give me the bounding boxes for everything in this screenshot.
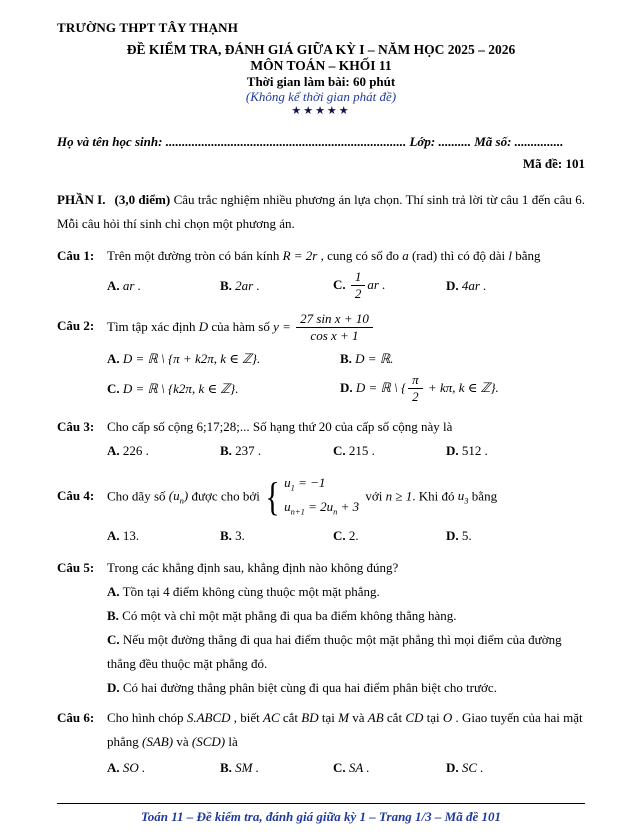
option-text: + kπ, k ∈ ℤ}. xyxy=(424,379,499,395)
stem-math xyxy=(457,488,469,506)
option-key: A. xyxy=(107,442,120,458)
stem-math: y = xyxy=(273,318,291,334)
option-key: C. xyxy=(333,527,346,543)
question-2-options-row2 xyxy=(107,373,585,405)
option-d xyxy=(446,756,484,780)
option-b xyxy=(220,274,333,298)
stem-math xyxy=(168,488,189,506)
math-var: u xyxy=(284,499,291,515)
math-sub: 1 xyxy=(290,482,295,493)
option-text: 215 . xyxy=(348,442,375,458)
stem-text: . Khi đó xyxy=(412,488,458,504)
stem-text: Trên một đường tròn có bán kính xyxy=(107,248,283,263)
option-text: SM . xyxy=(235,759,260,775)
option-text: SA . xyxy=(348,759,370,775)
stem-math: R = 2r xyxy=(282,248,318,263)
option-text: 5. xyxy=(461,527,472,543)
exam-header xyxy=(57,42,585,118)
stem-text: và xyxy=(173,733,192,749)
question-3 xyxy=(57,415,585,463)
stem-math: D xyxy=(198,318,209,334)
fraction-denominator: 2 xyxy=(412,389,419,405)
stem-text: . Giao tuyến của hai mặt phẳng xyxy=(107,709,583,749)
option-b xyxy=(107,604,585,628)
option-text: 13. xyxy=(122,527,140,543)
stem-text: được cho bởi xyxy=(188,488,260,504)
option-c xyxy=(333,524,446,548)
question-2-stem xyxy=(107,312,585,344)
fraction xyxy=(408,373,423,405)
exam-code: Mã đề: 101 xyxy=(522,156,585,171)
student-id-blank: ............... xyxy=(514,134,564,149)
stem-text: Tìm tập xác định xyxy=(107,318,199,334)
stem-text: và xyxy=(348,709,368,725)
student-id-label: Mã số: xyxy=(474,134,512,149)
option-key: D. xyxy=(446,527,459,543)
exam-subject: MÔN TOÁN – KHỐI 11 xyxy=(250,58,392,73)
option-text: Có một và chỉ một mặt phẳng đi qua ba điểm không thẳng hàng. xyxy=(122,607,457,623)
part1-description: Câu trắc nghiệm nhiều phương án lựa chọn. Thí sinh trả lời từ câu 1 đến câu 6. Mỗi câu hỏi thí sinh chỉ chọn một phương án. xyxy=(57,192,586,231)
option-text: 226 . xyxy=(122,442,149,458)
option-d xyxy=(107,676,585,700)
sequence-close: ) xyxy=(183,488,189,504)
question-5-options xyxy=(107,580,585,700)
sequence-open: (u xyxy=(168,488,180,504)
fraction-denominator: cos x + 1 xyxy=(310,327,359,343)
question-2-label: Câu 2: xyxy=(57,318,95,334)
fraction xyxy=(351,270,366,302)
question-4-label: Câu 4: xyxy=(57,488,95,504)
question-4-stem-row xyxy=(57,473,585,522)
stem-math: l xyxy=(508,248,512,263)
option-d xyxy=(446,439,488,463)
option-b xyxy=(340,347,393,371)
math-expr: + 3 xyxy=(337,499,360,515)
option-text: 237 . xyxy=(235,442,262,458)
question-1-stem-row xyxy=(57,244,585,268)
math-sub: n+1 xyxy=(290,506,305,517)
question-1-stem xyxy=(107,244,585,268)
stem-math: n ≥ 1 xyxy=(385,488,413,504)
stem-math: S.ABCD xyxy=(186,709,231,725)
option-text: SO . xyxy=(122,759,146,775)
option-text: ar . xyxy=(122,277,141,293)
student-name-label: Họ và tên học sinh: xyxy=(57,134,163,149)
question-3-label: Câu 3: xyxy=(57,418,95,434)
option-a xyxy=(107,347,340,371)
question-4 xyxy=(57,473,585,548)
option-text: 2. xyxy=(348,527,359,543)
equation-system xyxy=(263,473,359,522)
option-key: C. xyxy=(107,631,120,647)
option-c xyxy=(107,628,585,676)
question-6-stem-row xyxy=(57,706,585,754)
math-expr: = −1 xyxy=(294,474,326,490)
stem-math: AB xyxy=(367,709,384,725)
math-sub: n xyxy=(333,506,338,517)
option-key: A. xyxy=(107,583,120,599)
system-line-1 xyxy=(284,473,359,498)
option-d xyxy=(446,524,472,548)
option-a xyxy=(107,274,220,298)
system-brace: { xyxy=(265,474,280,520)
math-expr: = 2u xyxy=(304,499,334,515)
school-name: TRƯỜNG THPT TÂY THẠNH xyxy=(57,20,239,35)
stem-math: (SCD) xyxy=(191,733,226,749)
option-a xyxy=(107,580,585,604)
stem-text: cắt xyxy=(279,709,302,725)
stem-text: tại xyxy=(423,709,443,725)
option-key: A. xyxy=(107,351,120,367)
question-5 xyxy=(57,556,585,700)
sequence-subscript: n xyxy=(179,495,184,506)
part1-label: PHẦN I. xyxy=(57,192,106,207)
option-c xyxy=(333,439,446,463)
option-text: ar . xyxy=(367,276,386,292)
part1-points: (3,0 điểm) xyxy=(114,192,171,207)
question-1-label: Câu 1: xyxy=(57,248,95,263)
stem-text: bằng xyxy=(468,488,498,504)
option-c xyxy=(107,377,340,401)
exam-duration: Thời gian làm bài: 60 phút xyxy=(246,74,396,89)
option-key: D. xyxy=(107,679,120,695)
stem-math: CD xyxy=(405,709,424,725)
fraction-numerator: 1 xyxy=(351,270,366,286)
option-key: B. xyxy=(220,759,232,775)
part1-instructions xyxy=(57,188,585,236)
stem-text: bằng xyxy=(511,248,541,263)
option-c xyxy=(333,270,446,302)
option-text: D = ℝ. xyxy=(355,351,394,367)
option-text: D = ℝ \ { xyxy=(355,379,407,395)
option-key: A. xyxy=(107,277,120,293)
question-4-options xyxy=(107,524,585,548)
class-blank: .......... xyxy=(438,134,471,149)
option-text: 2ar . xyxy=(235,277,260,293)
stem-text: tại xyxy=(318,709,339,725)
stem-text: , cung có số đo xyxy=(317,248,403,263)
question-2-stem-row xyxy=(57,312,585,344)
stem-text: (rad) thì có độ dài xyxy=(408,248,509,263)
question-5-stem-row xyxy=(57,556,585,580)
option-text: Tồn tại 4 điểm không cùng thuộc một mặt phẳng. xyxy=(122,583,380,599)
option-text: 4ar . xyxy=(461,277,487,293)
stem-text: của hàm số xyxy=(208,318,274,334)
option-text: Nếu một đường thẳng đi qua hai điểm thuộc một mặt phẳng thì mọi điểm của đường thẳng đều thuộc mặt phẳng đó. xyxy=(107,631,562,671)
stem-math: O xyxy=(442,709,453,725)
question-1-options xyxy=(107,270,585,302)
question-6-stem xyxy=(107,706,585,754)
question-4-stem xyxy=(107,473,585,522)
exam-title: ĐỀ KIỂM TRA, ĐÁNH GIÁ GIỮA KỲ I – NĂM HỌC 2025 – 2026 xyxy=(126,42,516,57)
option-key: D. xyxy=(446,759,459,775)
option-c xyxy=(333,756,446,780)
system-line-2 xyxy=(284,497,359,522)
option-key: B. xyxy=(220,277,232,293)
question-2 xyxy=(57,312,585,405)
option-key: A. xyxy=(107,527,120,543)
option-d xyxy=(340,373,499,405)
question-6 xyxy=(57,706,585,780)
option-a xyxy=(107,756,220,780)
option-key: C. xyxy=(333,759,346,775)
system-lines xyxy=(284,473,359,522)
stem-math: BD xyxy=(301,709,319,725)
option-key: B. xyxy=(340,351,352,367)
option-b xyxy=(220,439,333,463)
option-key: B. xyxy=(220,442,232,458)
option-text: D = ℝ \ {k2π, k ∈ ℤ}. xyxy=(122,380,239,396)
stem-text: Cho hình chóp xyxy=(107,709,187,725)
option-key: C. xyxy=(333,442,346,458)
option-b xyxy=(220,756,333,780)
stem-text: , biết xyxy=(230,709,264,725)
option-text: 512 . xyxy=(461,442,488,458)
stars-decoration: ★★★★★ xyxy=(291,105,351,117)
stem-math: M xyxy=(338,709,349,725)
page-footer: Toán 11 – Đề kiểm tra, đánh giá giữa kỳ 1 – Trang 1/3 – Mã đề 101 xyxy=(57,803,585,825)
question-6-options xyxy=(107,756,585,780)
math-var: u xyxy=(284,474,291,490)
option-a xyxy=(107,439,220,463)
option-text: SC . xyxy=(461,759,484,775)
stem-text: với xyxy=(365,488,386,504)
question-6-label: Câu 6: xyxy=(57,709,95,725)
option-text: 3. xyxy=(235,527,245,543)
option-key: C. xyxy=(107,380,120,396)
option-d xyxy=(446,274,486,298)
option-key: C. xyxy=(333,276,346,292)
question-1 xyxy=(57,244,585,302)
option-text: Có hai đường thẳng phân biệt cùng đi qua hai điểm phân biệt cho trước. xyxy=(122,679,497,695)
question-5-stem: Trong các khẳng định sau, khẳng định nào không đúng? xyxy=(107,559,399,575)
option-key: A. xyxy=(107,759,120,775)
stem-math: a xyxy=(402,248,409,263)
math-sub: 3 xyxy=(464,495,469,506)
stem-text: Cho dãy số xyxy=(107,488,169,504)
question-3-options xyxy=(107,439,585,463)
stem-text: cắt xyxy=(383,709,406,725)
stem-math: AC xyxy=(263,709,280,725)
question-2-options-row1 xyxy=(107,347,585,371)
stem-math: (SAB) xyxy=(142,733,174,749)
option-key: B. xyxy=(107,607,119,623)
question-5-label: Câu 5: xyxy=(57,559,95,575)
fraction-numerator: π xyxy=(408,373,423,389)
fraction-numerator: 27 sin x + 10 xyxy=(296,312,373,328)
option-key: D. xyxy=(446,277,459,293)
option-a xyxy=(107,524,220,548)
exam-note: (Không kể thời gian phát đề) xyxy=(245,89,397,104)
fraction-denominator: 2 xyxy=(354,286,362,302)
option-text: D = ℝ \ {π + k2π, k ∈ ℤ}. xyxy=(122,351,261,367)
option-key: D. xyxy=(340,379,353,395)
option-b xyxy=(220,524,333,548)
student-name-blank: .......................................................................... xyxy=(165,134,407,149)
math-var: u xyxy=(457,488,465,504)
class-label: Lớp: xyxy=(409,134,436,149)
option-key: D. xyxy=(446,442,459,458)
question-3-stem-row xyxy=(57,415,585,439)
stem-text: là xyxy=(225,733,238,749)
question-3-stem: Cho cấp số cộng 6;17;28;... Số hạng thứ 20 của cấp số cộng này là xyxy=(107,418,453,434)
fraction xyxy=(296,312,373,344)
option-key: B. xyxy=(220,527,232,543)
student-info-line xyxy=(57,134,585,150)
